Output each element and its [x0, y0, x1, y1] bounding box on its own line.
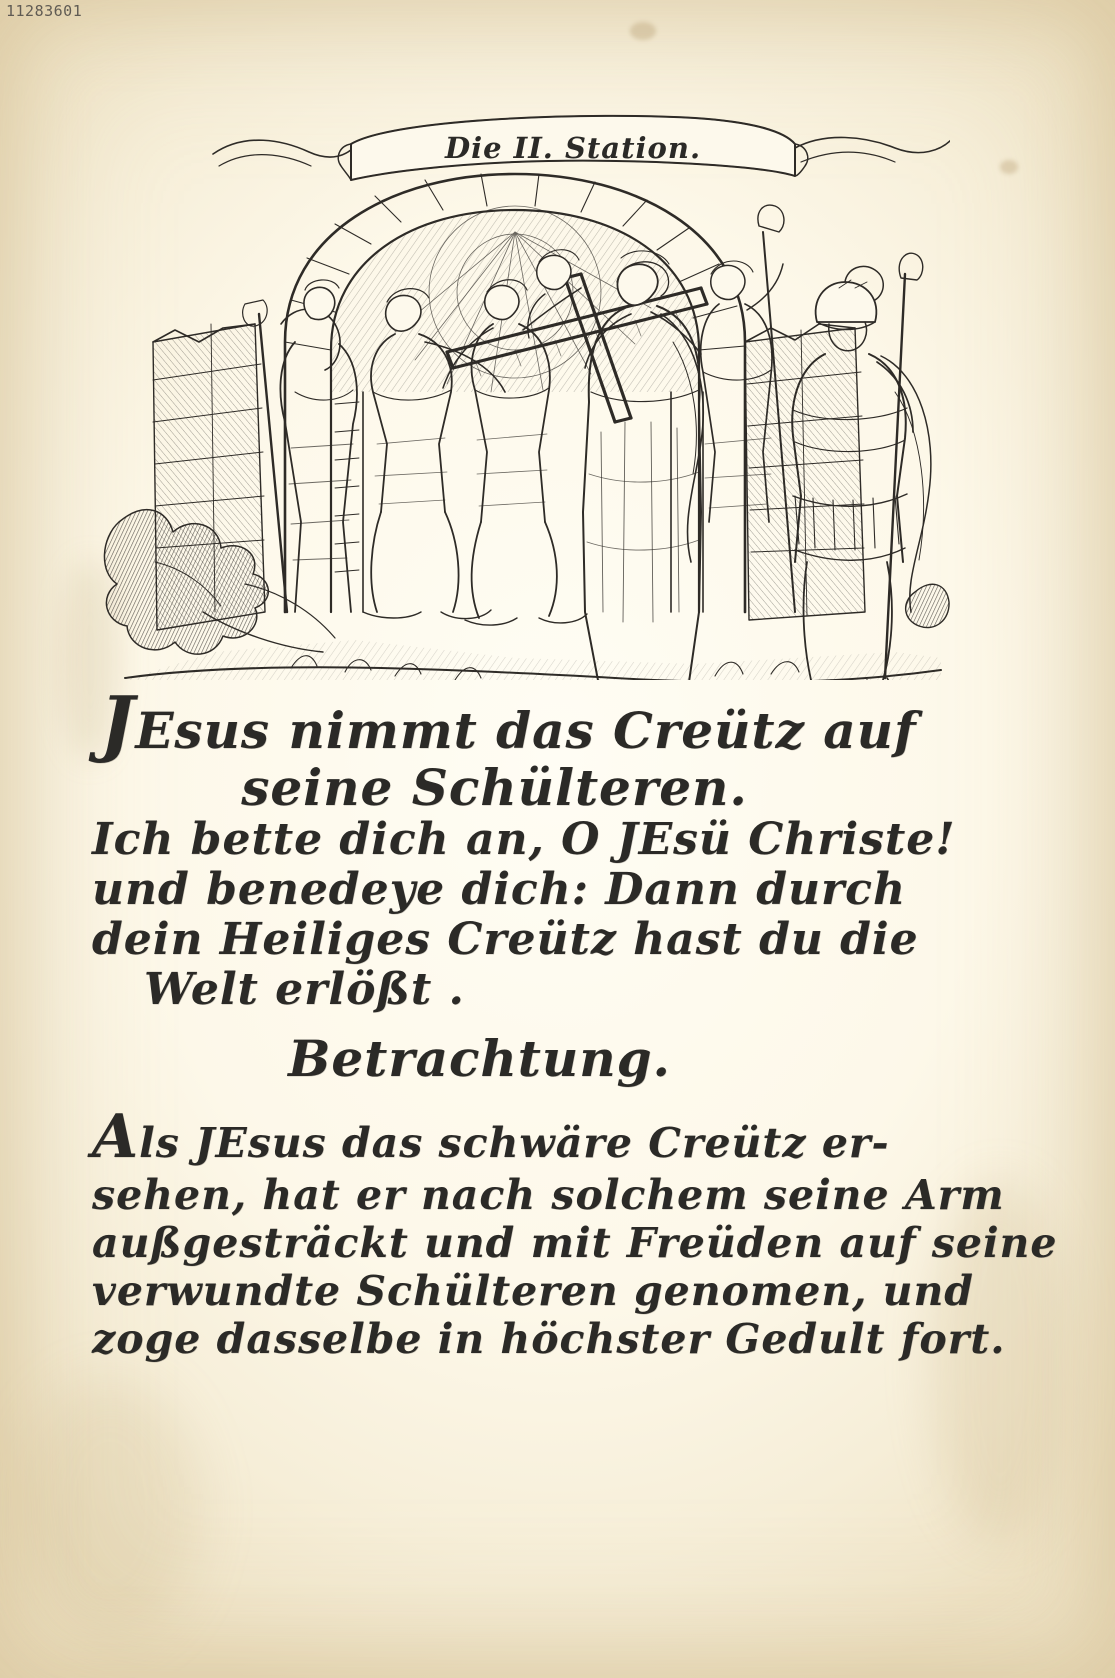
meditation-line-3: außgesträckt und mit Freüden auf seine — [92, 1219, 1058, 1268]
meditation-line-1: Als JEsus das schwäre Creütz er- — [92, 1101, 890, 1172]
prayer-line-4: Welt erlößt . — [144, 964, 465, 1016]
title-line-2: seine Schülteren. — [241, 758, 748, 818]
meditation-line-2: sehen, hat er nach solchem seine Arm — [92, 1171, 1005, 1220]
prayer-line-3: dein Heiliges Creütz hast du die — [92, 913, 919, 965]
calligraphic-text-block — [92, 681, 1058, 1364]
archive-id-label: 11283601 — [6, 2, 83, 20]
prayer-line-2: und benedeye dich: Dann durch — [92, 863, 906, 915]
paper-stain — [20, 1380, 200, 1640]
title-line-1: JEsus nimmt das Creütz auf — [100, 681, 917, 766]
paper-stain — [630, 22, 656, 40]
section-heading: Betrachtung. — [288, 1029, 671, 1089]
engraving-plate — [95, 92, 950, 680]
meditation-line-4: verwundte Schülteren genomen, und — [92, 1267, 974, 1316]
banner-title-text: Die II. Station. — [444, 131, 702, 165]
meditation-line-5: zoge dasselbe in höchster Gedult fort. — [92, 1315, 1006, 1364]
paper-stain — [1000, 160, 1018, 174]
architecture-ruins — [153, 174, 865, 630]
prayer-line-1: Ich bette dich an, O JEsü Christe! — [92, 813, 956, 865]
